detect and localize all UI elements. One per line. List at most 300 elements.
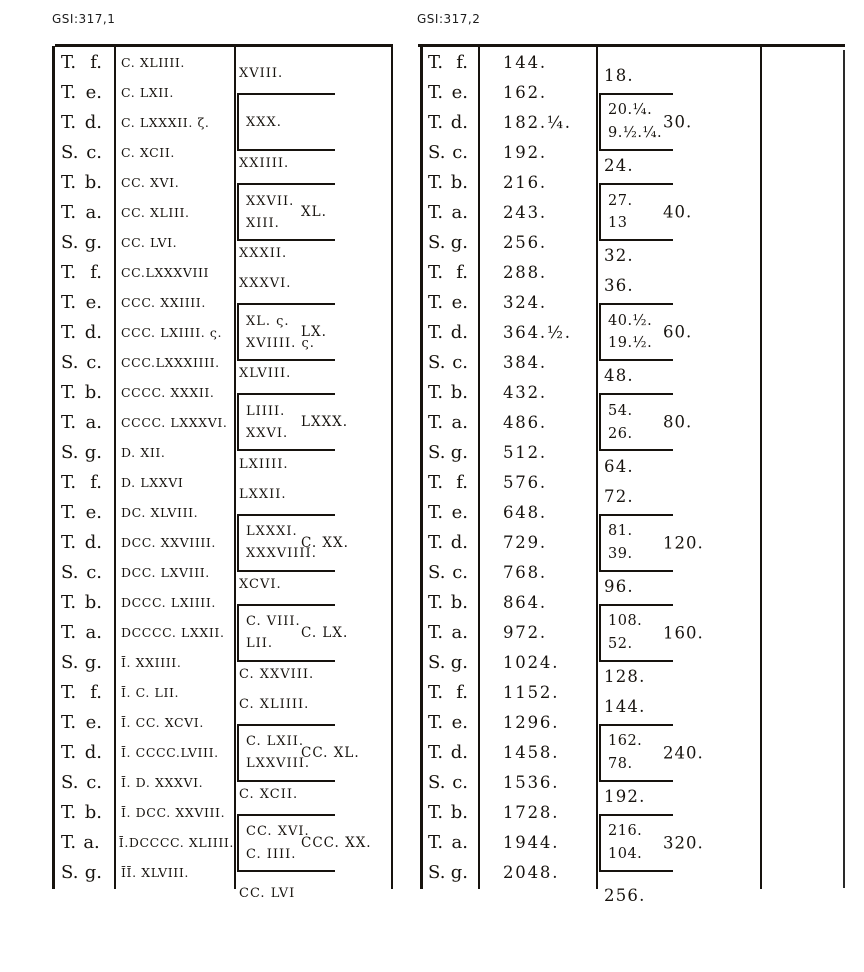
note-label-letter: b. xyxy=(450,592,468,614)
string-length-value: 1458. xyxy=(503,743,560,763)
note-label-letter: T. xyxy=(428,501,444,523)
difference-value: 48. xyxy=(604,366,634,386)
bracket-line-value: XXVII. xyxy=(246,193,295,209)
note-label-letter: a. xyxy=(85,411,102,433)
table-row xyxy=(420,347,596,377)
note-label-letter: S. xyxy=(428,231,446,253)
note-label-letter: T. xyxy=(61,742,77,764)
table-row xyxy=(52,798,234,828)
note-label-letter: T. xyxy=(61,261,77,283)
string-length-value: 1024. xyxy=(503,653,560,673)
note-label-letter: f. xyxy=(90,682,102,704)
difference-bracket xyxy=(599,393,693,451)
string-length-value: 243. xyxy=(503,202,547,222)
string-length-value: 1536. xyxy=(503,773,560,793)
note-label-letter: T. xyxy=(61,471,77,493)
note-label-letter: T. xyxy=(428,682,444,704)
table-row xyxy=(52,528,234,558)
bracket-line-value: CC. XVI. xyxy=(246,824,310,840)
page-edge-line xyxy=(843,50,845,888)
note-label xyxy=(52,562,114,583)
note-label-letter: S. xyxy=(61,141,79,163)
bracket-line-value: 216. xyxy=(608,823,643,840)
table-row xyxy=(420,107,596,137)
difference-value: XCVI. xyxy=(239,576,282,592)
string-length-value: 1152. xyxy=(503,683,560,703)
table-row xyxy=(52,347,234,377)
table-row xyxy=(52,618,234,648)
note-label-letter: T. xyxy=(428,802,444,824)
note-label-letter: c. xyxy=(452,772,468,794)
note-label xyxy=(52,772,114,793)
note-label xyxy=(420,472,479,493)
string-length-value: Ī. C. LII. xyxy=(121,685,180,701)
note-label-letter: T. xyxy=(61,171,77,193)
note-label-letter: f. xyxy=(90,51,102,73)
table-gsi-317-1 xyxy=(52,47,392,901)
table-row xyxy=(420,287,596,317)
page-reference-label-right: GSI:317,2 xyxy=(417,12,481,26)
note-label-letter: S. xyxy=(428,772,446,794)
note-label-letter: c. xyxy=(452,562,468,584)
note-value-rows xyxy=(420,47,596,888)
note-label-letter: T. xyxy=(61,501,77,523)
note-label xyxy=(52,52,114,73)
string-length-value: CCC.LXXXIIII. xyxy=(121,354,220,370)
note-label xyxy=(420,412,479,433)
note-label xyxy=(420,802,479,823)
bracket-sum-value: 80. xyxy=(663,412,693,432)
bracket-line-value: LXXVIII. xyxy=(246,756,311,772)
difference-bracket xyxy=(599,183,693,241)
string-length-value: DCC. XXVIIII. xyxy=(121,535,217,551)
bracket-line-value: XIII. xyxy=(246,215,280,231)
note-label xyxy=(52,502,114,523)
note-label xyxy=(52,82,114,103)
note-label-letter: T. xyxy=(61,111,77,133)
note-label xyxy=(420,622,479,643)
bracket-line-value: 20.¼. xyxy=(608,102,653,119)
table-row xyxy=(420,257,596,287)
note-label-letter: S. xyxy=(428,351,446,373)
table-row xyxy=(420,798,596,828)
note-label xyxy=(420,862,479,883)
table-row xyxy=(52,648,234,678)
table-row xyxy=(420,227,596,257)
string-length-value: 768. xyxy=(503,563,547,583)
table-row xyxy=(52,47,234,77)
string-length-value: DCC. LXVIII. xyxy=(121,565,210,581)
bracket-sum-value: 320. xyxy=(663,833,704,853)
note-label-letter: d. xyxy=(450,321,468,343)
table-row xyxy=(52,167,234,197)
table-row xyxy=(52,828,234,858)
table-row xyxy=(420,437,596,467)
bracket-line-value: 13 xyxy=(608,215,628,232)
string-length-value: 192. xyxy=(503,142,547,162)
table-row xyxy=(52,137,234,167)
note-label-letter: e. xyxy=(451,501,468,523)
note-label xyxy=(52,712,114,733)
note-label-letter: d. xyxy=(84,321,102,343)
note-label-letter: g. xyxy=(84,441,102,463)
string-length-value: Ī. CCCC.LVIII. xyxy=(121,745,219,761)
note-label-letter: T. xyxy=(61,411,77,433)
note-label-letter: f. xyxy=(90,261,102,283)
note-value-rows xyxy=(52,47,234,888)
table-row xyxy=(52,407,234,437)
interval-difference-column xyxy=(596,47,762,905)
note-label xyxy=(52,832,112,853)
bracket-sum-value: C. XX. xyxy=(301,534,349,551)
bracket-line-value: XXX. xyxy=(246,114,282,130)
difference-value: C. XXVIII. xyxy=(239,666,315,682)
note-label-letter: T. xyxy=(428,592,444,614)
note-label-letter: T. xyxy=(61,832,77,854)
note-label xyxy=(420,652,479,673)
difference-value: LXIIII. xyxy=(239,456,289,472)
note-label-letter: b. xyxy=(84,381,102,403)
bracket-line-value: LIIII. xyxy=(246,403,286,419)
string-length-value: C. LXII. xyxy=(121,84,174,100)
note-label-letter: d. xyxy=(84,532,102,554)
string-length-value: 1296. xyxy=(503,713,560,733)
note-label-letter: S. xyxy=(61,862,79,884)
string-length-value: 384. xyxy=(503,352,547,372)
string-length-value: CCCC. LXXXVI. xyxy=(121,414,228,430)
string-length-value: 486. xyxy=(503,412,547,432)
note-label xyxy=(420,382,479,403)
table-row xyxy=(420,197,596,227)
table-row xyxy=(52,558,234,588)
table-row xyxy=(420,497,596,527)
string-length-value: Ī. CC. XCVI. xyxy=(121,715,204,731)
note-label xyxy=(420,292,479,313)
note-label-letter: T. xyxy=(428,291,444,313)
bracket-line-value: LXXXI. xyxy=(246,523,298,539)
note-label xyxy=(420,532,479,553)
note-label-letter: S. xyxy=(61,231,79,253)
note-label-letter: d. xyxy=(450,532,468,554)
bracket-line-value: LII. xyxy=(246,636,274,652)
note-label xyxy=(420,832,479,853)
note-label-letter: a. xyxy=(85,201,102,223)
difference-bracket xyxy=(599,514,704,572)
note-label-letter: T. xyxy=(61,682,77,704)
note-label-letter: e. xyxy=(85,501,102,523)
string-length-value: 729. xyxy=(503,533,547,553)
note-label xyxy=(420,142,479,163)
note-label xyxy=(420,262,479,283)
difference-value: 96. xyxy=(604,576,634,596)
table-row xyxy=(420,137,596,167)
table-row xyxy=(420,77,596,107)
bracket-sum-value: CCC. XX. xyxy=(301,834,372,851)
difference-value: LXXII. xyxy=(239,486,287,502)
string-length-value: Ī. XXIIII. xyxy=(121,655,182,671)
table-row xyxy=(52,227,234,257)
bracket-line-value: 19.½. xyxy=(608,335,653,352)
note-label xyxy=(52,232,114,253)
note-label-letter: T. xyxy=(428,622,444,644)
note-label xyxy=(420,112,479,133)
bracket-line-value: 39. xyxy=(608,545,633,562)
bracket-sum-value: 60. xyxy=(663,322,693,342)
note-label xyxy=(52,622,114,643)
string-length-value: C. XLIIII. xyxy=(121,54,185,70)
table-row xyxy=(420,467,596,497)
note-label-letter: d. xyxy=(450,742,468,764)
difference-bracket xyxy=(599,303,693,361)
table-row xyxy=(420,47,596,77)
note-label xyxy=(420,352,479,373)
note-label-letter: b. xyxy=(84,802,102,824)
note-label-letter: c. xyxy=(86,351,102,373)
table-row xyxy=(420,528,596,558)
note-label-letter: b. xyxy=(84,171,102,193)
note-label-letter: S. xyxy=(61,652,79,674)
note-label xyxy=(420,52,479,73)
interval-difference-column xyxy=(234,47,392,901)
note-label-letter: T. xyxy=(61,51,77,73)
note-label-letter: g. xyxy=(450,441,468,463)
note-label-letter: a. xyxy=(85,622,102,644)
bracket-sum-value: 240. xyxy=(663,743,704,763)
note-label xyxy=(420,712,479,733)
note-label-letter: d. xyxy=(84,111,102,133)
note-label xyxy=(52,652,114,673)
note-label-letter: T. xyxy=(61,532,77,554)
table-row xyxy=(420,317,596,347)
note-label xyxy=(52,442,114,463)
note-label xyxy=(52,262,114,283)
difference-value: 64. xyxy=(604,456,634,476)
table-row xyxy=(420,377,596,407)
note-label xyxy=(52,862,114,883)
table-row xyxy=(420,588,596,618)
note-label-letter: S. xyxy=(61,441,79,463)
note-label-letter: f. xyxy=(456,51,468,73)
note-label-letter: T. xyxy=(428,712,444,734)
note-label-letter: S. xyxy=(61,351,79,373)
note-label-letter: e. xyxy=(85,291,102,313)
note-label xyxy=(52,112,114,133)
note-label-letter: g. xyxy=(84,862,102,884)
table-row xyxy=(420,167,596,197)
table-row xyxy=(420,768,596,798)
note-label xyxy=(420,592,479,613)
bracket-sum-value: 120. xyxy=(663,533,704,553)
note-label xyxy=(420,502,479,523)
bracket-line-value: 54. xyxy=(608,402,633,419)
note-label-letter: S. xyxy=(428,562,446,584)
note-label-letter: d. xyxy=(450,111,468,133)
note-label-letter: f. xyxy=(456,682,468,704)
bracket-line-value: C. IIII. xyxy=(246,846,297,862)
note-label-letter: g. xyxy=(84,652,102,674)
string-length-value: DCCCC. LXXII. xyxy=(121,625,225,641)
note-label-letter: g. xyxy=(450,862,468,884)
note-label xyxy=(420,322,479,343)
difference-value: 144. xyxy=(604,696,646,716)
difference-bracket xyxy=(237,814,372,872)
difference-bracket xyxy=(599,604,704,662)
note-label xyxy=(52,592,114,613)
note-label-letter: a. xyxy=(451,411,468,433)
note-label-letter: T. xyxy=(428,81,444,103)
string-length-value: 144. xyxy=(503,52,547,72)
bracket-sum-value: 40. xyxy=(663,202,693,222)
difference-bracket xyxy=(237,303,335,361)
note-label-letter: T. xyxy=(428,201,444,223)
note-label xyxy=(52,352,114,373)
difference-value: XXIIII. xyxy=(239,156,290,172)
note-label-letter: a. xyxy=(451,832,468,854)
table-row xyxy=(420,407,596,437)
note-label-letter: S. xyxy=(428,441,446,463)
note-label-letter: a. xyxy=(451,201,468,223)
difference-bracket xyxy=(237,393,349,451)
difference-value: 256. xyxy=(604,886,646,905)
bracket-line-value: 27. xyxy=(608,192,633,209)
string-length-value: D. LXXVI xyxy=(121,474,184,490)
note-label-letter: c. xyxy=(86,562,102,584)
note-label-letter: b. xyxy=(450,802,468,824)
string-length-value: 364.½. xyxy=(503,322,572,342)
note-label-letter: b. xyxy=(450,171,468,193)
note-label-letter: S. xyxy=(428,141,446,163)
table-row xyxy=(52,858,234,888)
bracket-sum-value: XL. xyxy=(301,204,327,221)
note-label xyxy=(52,412,114,433)
table-row xyxy=(420,648,596,678)
note-label xyxy=(52,322,114,343)
string-length-value: 972. xyxy=(503,623,547,643)
string-length-value: 162. xyxy=(503,82,547,102)
bracket-sum-value: 30. xyxy=(663,112,693,132)
bracket-sum-value: CC. XL. xyxy=(301,744,360,761)
note-label-letter: a. xyxy=(83,832,100,854)
table-row xyxy=(420,738,596,768)
string-length-value: CCC. XXIIII. xyxy=(121,294,206,310)
note-label-letter: b. xyxy=(450,381,468,403)
bracket-line-value: XVIIII. ς. xyxy=(246,335,315,351)
string-length-value: ĪĪ. XLVIII. xyxy=(121,865,189,881)
difference-value: 128. xyxy=(604,666,646,686)
note-label xyxy=(420,772,479,793)
string-length-value: 256. xyxy=(503,232,547,252)
bracket-line-value: 104. xyxy=(608,846,643,863)
note-label-letter: T. xyxy=(61,592,77,614)
bracket-sum-value: C. LX. xyxy=(301,624,349,641)
note-label-letter: T. xyxy=(428,832,444,854)
note-label xyxy=(52,682,114,703)
bracket-sum-value: LX. xyxy=(301,324,327,341)
note-label-letter: T. xyxy=(61,802,77,824)
string-length-value: Ī.DCCCC. XLIIII. xyxy=(118,835,234,851)
note-label xyxy=(420,682,479,703)
note-label-letter: T. xyxy=(428,171,444,193)
difference-bracket xyxy=(237,724,360,782)
string-length-value: Ī. D. XXXVI. xyxy=(121,775,204,791)
string-length-value: CC. XVI. xyxy=(121,174,180,190)
table-row xyxy=(52,738,234,768)
note-label-letter: c. xyxy=(86,141,102,163)
note-label-letter: T. xyxy=(428,111,444,133)
note-label-letter: T. xyxy=(428,411,444,433)
table-row xyxy=(52,467,234,497)
note-label-letter: d. xyxy=(84,742,102,764)
note-label xyxy=(52,532,114,553)
string-length-value: C. XCII. xyxy=(121,144,175,160)
table-row xyxy=(52,317,234,347)
bracket-line-value: 81. xyxy=(608,522,633,539)
bracket-line-value: 108. xyxy=(608,613,643,630)
note-label-letter: T. xyxy=(61,712,77,734)
string-length-value: 182.¼. xyxy=(503,112,572,132)
note-label-letter: T. xyxy=(428,471,444,493)
bracket-line-value: 9.½.¼. xyxy=(608,125,663,142)
note-label-letter: g. xyxy=(450,231,468,253)
note-label-letter: g. xyxy=(450,652,468,674)
note-label xyxy=(52,292,114,313)
string-length-value: 576. xyxy=(503,472,547,492)
difference-bracket xyxy=(237,93,335,151)
note-label-letter: T. xyxy=(61,622,77,644)
note-label xyxy=(52,172,114,193)
table-row xyxy=(52,257,234,287)
difference-bracket xyxy=(237,604,349,662)
string-length-value: 864. xyxy=(503,593,547,613)
difference-bracket xyxy=(237,514,349,572)
table-row xyxy=(420,828,596,858)
note-label xyxy=(52,742,114,763)
note-label-letter: e. xyxy=(85,81,102,103)
table-row xyxy=(420,558,596,588)
note-label xyxy=(52,202,114,223)
string-length-value: 1944. xyxy=(503,833,560,853)
table-row xyxy=(52,77,234,107)
difference-value: 32. xyxy=(604,246,634,266)
string-length-value: 2048. xyxy=(503,863,560,883)
note-label xyxy=(420,172,479,193)
difference-value: C. XCII. xyxy=(239,786,299,802)
note-label-letter: T. xyxy=(61,381,77,403)
note-label xyxy=(52,802,114,823)
note-label-letter: T. xyxy=(428,321,444,343)
string-length-value: DCCC. LXIIII. xyxy=(121,595,216,611)
note-label-letter: f. xyxy=(90,471,102,493)
bracket-line-value: C. LXII. xyxy=(246,734,305,750)
difference-bracket xyxy=(599,93,693,151)
string-length-value: 512. xyxy=(503,442,547,462)
string-length-value: D. XII. xyxy=(121,444,166,460)
table-row xyxy=(52,708,234,738)
note-label-letter: e. xyxy=(85,712,102,734)
string-length-value: DC. XLVIII. xyxy=(121,504,199,520)
string-length-value: Ī. DCC. XXVIII. xyxy=(121,805,226,821)
difference-value: 18. xyxy=(604,66,634,86)
note-label xyxy=(420,202,479,223)
bracket-line-value: 52. xyxy=(608,635,633,652)
difference-value: CC. LVI xyxy=(239,886,296,901)
difference-value: 72. xyxy=(604,486,634,506)
table-row xyxy=(52,287,234,317)
note-label-letter: a. xyxy=(451,622,468,644)
note-label-letter: T. xyxy=(428,51,444,73)
bracket-sum-value: 160. xyxy=(663,623,704,643)
table-row xyxy=(420,618,596,648)
